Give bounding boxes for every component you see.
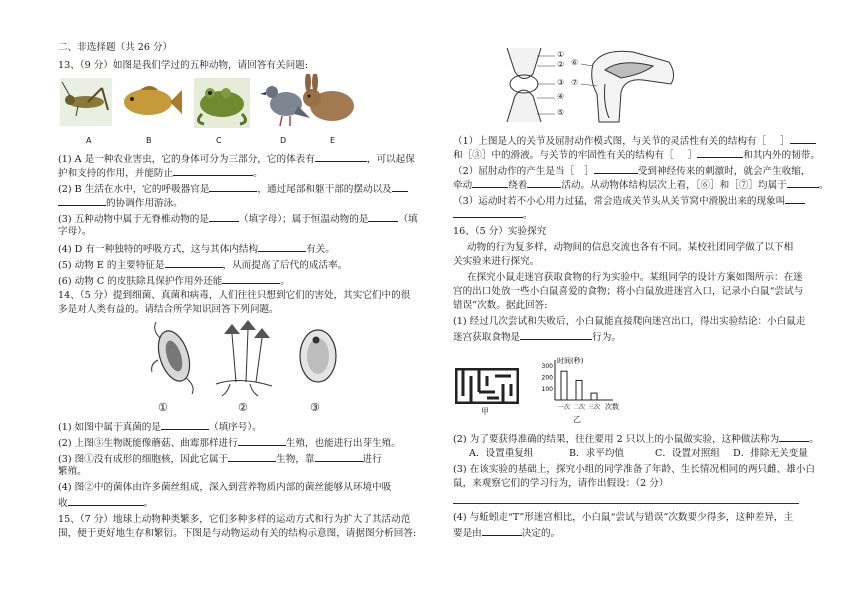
joint-label-1: ① <box>557 50 565 59</box>
animals-figure <box>58 74 358 146</box>
joint-label-4: ④ <box>557 92 565 101</box>
q14-answer-1: (1) 如图中属于真菌的是 （填序号）。 <box>58 422 262 433</box>
q14-answer-3: (3) 图①没有成形的细胞核，因此它属于 生物，靠 进行 <box>58 454 382 465</box>
fig-caption-left: 甲 <box>481 407 489 416</box>
option-c[interactable]: C．设置对照组 <box>655 448 720 459</box>
mold-image <box>216 320 272 396</box>
q16-body-1: (1) 经过几次尝试和失败后，小白鼠能直接爬向迷宫出口，得出实验结论：小白鼠走 <box>453 316 806 327</box>
option-d[interactable]: D．排除无关变量 <box>733 448 808 459</box>
joint-label-5: ⑤ <box>557 108 565 117</box>
q14-line-2: 多是对人类有益的。请结合所学知识回答下列问题。 <box>58 304 279 315</box>
y-tick-label: 100 <box>541 385 553 393</box>
fig-caption-right: 乙 <box>573 415 581 424</box>
answer-blank[interactable] <box>315 152 367 162</box>
option-a[interactable]: A．设置重复组 <box>469 448 534 459</box>
knee-joint-diagram <box>507 48 555 122</box>
q15-answer-3: （2）屈肘动作的产生是当［ ］ 受到神经传来的刺激时，就会产生收缩， <box>453 166 811 177</box>
bar-1 <box>561 371 567 400</box>
answer-blank[interactable] <box>785 194 805 204</box>
yeast-image <box>300 330 336 382</box>
flexed-arm-diagram <box>581 51 674 122</box>
answer-blank[interactable] <box>238 436 286 446</box>
answer-blank[interactable] <box>368 212 398 222</box>
q13-line-5: (3) 五种动物中属于无脊椎动物的是 （填字母）；属于恒温动物的是 （填 <box>58 214 418 225</box>
maze-figure <box>455 368 519 404</box>
x-tick-label: 一次 <box>557 404 571 411</box>
answer-blank[interactable] <box>68 496 144 506</box>
q15-answer-5: （3）运动时若不小心用力过猛，常会造成关节头从关节窝中滑脱出来的现象叫 <box>453 194 805 208</box>
joint-arm-figure <box>493 44 693 126</box>
animal-label-d: D <box>280 136 287 145</box>
q16-body-4: (3) 在该实验的基础上，探究小组的同学准备了年龄、生长情况相同的两只雌、雄小白 <box>453 464 816 475</box>
q13-line-8: (5) 动物 E 的主要特征是 ，从而提高了后代的成活率。 <box>58 260 348 271</box>
arm-label-7: ⑦ <box>571 78 579 87</box>
q16-title: 16、（5 分）实验探究 <box>453 226 547 237</box>
y-tick-label: 200 <box>541 374 553 382</box>
answer-blank[interactable] <box>258 242 306 252</box>
q16-para-4: 宫的出口处放一些小白鼠喜爱的食物；将小白鼠放进迷宫入口，记录小白鼠“尝试与 <box>453 286 804 297</box>
q15-answer-1: （1）上图是人的关节及屈肘动作模式图，与关节的灵活性有关的结构有［ ］ <box>453 134 816 148</box>
answer-blank[interactable] <box>472 178 508 188</box>
answer-blank[interactable] <box>779 432 809 442</box>
q13-line-9: (6) 动物 C 的皮肤除具保护作用外还能 。 <box>58 276 290 287</box>
y-tick-label: 300 <box>541 362 553 370</box>
answer-blank[interactable] <box>173 166 253 176</box>
microbe-label-3: ③ <box>310 401 320 414</box>
option-b[interactable]: B．求平均值 <box>569 448 625 459</box>
answer-blank[interactable] <box>228 452 276 462</box>
q14-answer-2: (2) 上图③生物既能像蘑菇、曲霉那样进行 生殖，也能进行出芽生殖。 <box>58 438 401 449</box>
q16-body-2: 迷宫获取食物是 行为。 <box>453 332 621 343</box>
microbes-figure <box>150 320 350 402</box>
arm-label-6: ⑥ <box>571 58 579 67</box>
trial-time-bar-chart <box>533 356 633 414</box>
animal-label-b: B <box>146 136 152 145</box>
x-axis-label: 次数 <box>605 403 619 411</box>
joint-label-3: ③ <box>557 78 565 87</box>
q14-answer-4b: 收 。 <box>58 498 154 509</box>
answer-blank[interactable] <box>527 178 561 188</box>
frog-image <box>194 78 250 128</box>
answer-blank[interactable] <box>453 208 523 218</box>
answer-blank[interactable] <box>482 526 522 536</box>
animal-label-c: C <box>216 136 222 145</box>
microbe-label-1: ① <box>158 401 168 414</box>
q15-line-1: 15、（7 分）地球上动物种类繁多，它们多种多样的运动方式和行为扩大了其活动范 <box>58 514 411 525</box>
q16-para-5: 错误”次数。据此回答: <box>453 300 548 311</box>
grasshopper-image <box>60 78 112 126</box>
q16-para-3: 在探究小鼠走迷宫获取食物的行为实验中。某组同学的设计方案如图所示：在迷 <box>467 272 803 283</box>
q13-line-2: 护和支持的作用，并能防止 。 <box>58 168 263 179</box>
x-tick-label: 三次 <box>587 404 601 411</box>
answer-blank[interactable] <box>165 258 223 268</box>
q14-line-1: 14、（5 分）提到细菌、真菌和病毒，人们往往只想到它们的害处，其实它们中的很 <box>58 290 411 301</box>
answer-blank[interactable] <box>787 178 819 188</box>
fish-image <box>124 86 182 115</box>
q15-line-2: 围，便于更好地生存和繁衍。下图是与动物运动有关的结构示意图，请据图分析回答: <box>58 528 417 539</box>
y-axis-label: 时间(秒) <box>557 357 584 365</box>
q15-answer-4: 牵动 绕着 活动。从动物体结构层次上看，［⑥］和［⑦］均属于 。 <box>453 180 829 191</box>
answer-blank[interactable] <box>790 134 816 144</box>
q16-body-6: (4) 与蚯蚓走“T”形迷宫相比，小白鼠“尝试与错误”次数要少得多，这种差异，主 <box>453 512 794 523</box>
hypothesis-answer-line[interactable] <box>453 503 799 504</box>
q13-stem: 13、（9 分）如图是我们学过的五种动物，请回答有关问题: <box>58 60 309 71</box>
answer-blank[interactable] <box>520 330 592 340</box>
q14-answer-3b: 繁殖。 <box>58 466 87 477</box>
rabbit-image <box>303 74 354 121</box>
q16-para-1: 动物的行为复多样，动物间的信息交流也各有不同。某校社团同学做了以下相 <box>467 242 794 253</box>
q13-line-3: (2) B 生活在水中，它的呼吸器官是 ，通过尾部和躯干部的摆动以及 <box>58 182 408 196</box>
q15-answer-2: 和［③］中的滑液。与关节的牢固性有关的结构有［ ］ 和其内外的韧带。 <box>453 150 820 161</box>
q13-line-6: 字母）。 <box>58 226 92 237</box>
animal-label-e: E <box>330 136 336 145</box>
pigeon-image <box>260 86 310 126</box>
q13-line-1: (1) A 是一种农业害虫，它的身体可分为三部分，它的体表有 ，可以起保 <box>58 154 415 165</box>
animal-label-a: A <box>86 136 92 145</box>
section-title: 二、非选择题（共 26 分） <box>58 42 173 53</box>
q14-answer-4: (4) 图②中的菌体由许多菌丝组成，深入到营养物质内部的菌丝能够从环境中吸 <box>58 482 392 493</box>
answer-blank[interactable] <box>392 182 408 192</box>
q15-answer-6: 。 <box>453 208 533 222</box>
q16-body-5: 鼠，来观察它们的学习行为，请作出假设：（2 分） <box>453 478 669 489</box>
microbe-label-2: ② <box>238 401 248 414</box>
joint-label-2: ② <box>557 60 565 69</box>
answer-blank[interactable] <box>594 164 638 174</box>
q13-line-7: (4) D 有一种独特的呼吸方式，这与其体内结构 有关。 <box>58 244 335 255</box>
bar-3 <box>591 393 597 400</box>
answer-blank[interactable] <box>58 196 106 206</box>
q16-body-7: 要是由 决定的。 <box>453 528 561 539</box>
bar-2 <box>576 380 582 400</box>
q13-line-4: 的协调作用游泳。 <box>58 196 183 210</box>
answer-blank[interactable] <box>209 182 257 192</box>
answer-blank[interactable] <box>222 274 280 284</box>
answer-blank[interactable] <box>697 148 743 158</box>
bacterium-image <box>152 322 196 394</box>
answer-blank[interactable] <box>161 420 209 430</box>
q16-para-2: 关实验来进行探究。 <box>453 256 540 267</box>
answer-blank[interactable] <box>315 452 363 462</box>
answer-blank[interactable] <box>209 212 239 222</box>
q16-body-3: (2) 为了要获得准确的结果，往往要用 2 只以上的小鼠做实验，这种做法称为 。 <box>453 434 819 445</box>
x-tick-label: 二次 <box>572 404 586 411</box>
